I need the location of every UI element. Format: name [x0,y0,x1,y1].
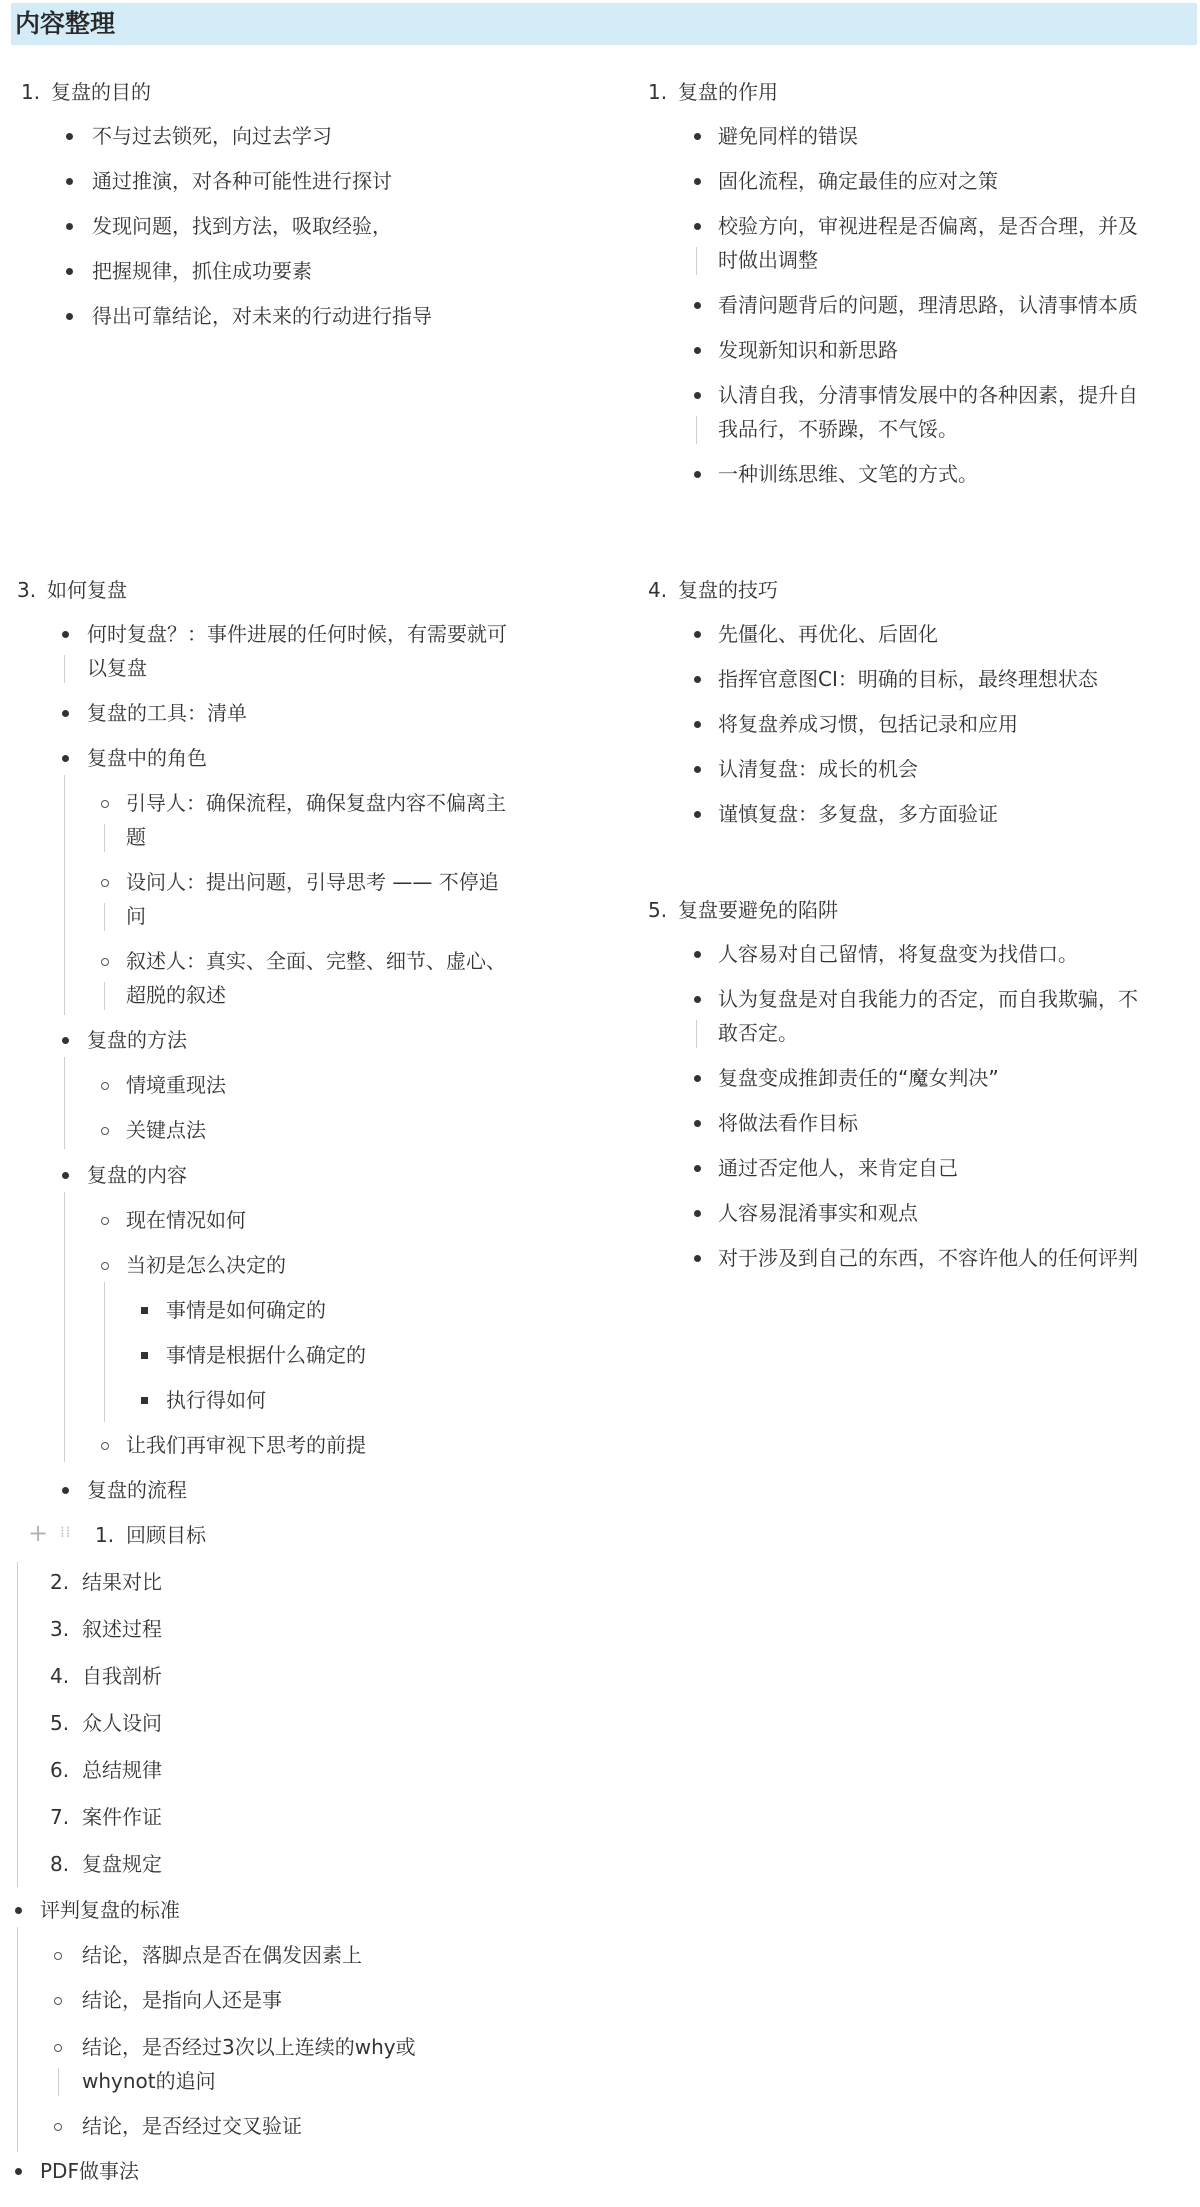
bullet-circle-icon [54,2044,62,2052]
list-item: 引导人：确保流程，确保复盘内容不偏离主 [126,791,506,815]
bullet-dot-icon [694,302,701,309]
list-item-continued: 我品行，不骄躁，不气馁。 [718,417,958,441]
bullet-dot-icon [66,133,73,140]
list-item: 复盘中的角色 [87,746,207,770]
list-item: 结论，落脚点是否在偶发因素上 [82,1943,362,1967]
list-item: 得出可靠结论，对未来的行动进行指导 [92,304,432,328]
bullet-dot-icon [694,1210,701,1217]
section-heading: 复盘的作用 [678,80,778,104]
bullet-circle-icon [101,958,109,966]
list-item: 固化流程，确定最佳的应对之策 [718,169,998,193]
list-item: 将复盘养成习惯，包括记录和应用 [718,712,1018,736]
list-item: 不与过去锁死，向过去学习 [92,124,332,148]
page-title: 内容整理 [11,3,1197,45]
list-item: 复盘的工具：清单 [87,701,247,725]
list-item: 将做法看作目标 [718,1111,858,1135]
list-item: 现在情况如何 [126,1208,246,1232]
wrap-guide [104,903,105,931]
wrap-guide [696,247,697,275]
nesting-guide [64,775,65,1015]
list-item: 何时复盘？：事件进展的任何时候，有需要就可 [87,622,507,646]
bullet-dot-icon [694,996,701,1003]
list-item: 校验方向，审视进程是否偏离，是否合理，并及 [718,214,1138,238]
step-number: 4. [50,1664,70,1688]
list-item: 设问人：提出问题，引导思考 —— 不停追 [126,870,499,894]
bullet-dot-icon [694,133,701,140]
list-item-continued: 问 [126,904,146,928]
section-number: 4. [648,578,668,602]
wrap-guide [58,2068,59,2096]
list-item: PDF做事法 [40,2159,139,2183]
section-number: 1. [648,80,668,104]
section-number: 1. [21,80,41,104]
list-item: 通过否定他人，来肯定自己 [718,1156,958,1180]
bullet-dot-icon [694,1120,701,1127]
list-item: 结论，是否经过3次以上连续的why或 [82,2035,416,2059]
list-item: 事情是如何确定的 [166,1298,326,1322]
list-item: 通过推演，对各种可能性进行探讨 [92,169,392,193]
list-item: 发现新知识和新思路 [718,338,898,362]
list-item: 关键点法 [126,1118,206,1142]
bullet-dot-icon [66,313,73,320]
list-item: 结果对比 [82,1570,162,1594]
list-item: 评判复盘的标准 [40,1898,180,1922]
bullet-dot-icon [62,1172,69,1179]
step-number: 5. [50,1711,70,1735]
bullet-dot-icon [694,392,701,399]
list-item: 认清自我，分清事情发展中的各种因素，提升自 [718,383,1138,407]
list-item: 人容易对自己留情，将复盘变为找借口。 [718,942,1078,966]
step-number: 3. [50,1617,70,1641]
bullet-circle-icon [101,800,109,808]
bullet-dot-icon [66,178,73,185]
list-item: 复盘的内容 [87,1163,187,1187]
bullet-dot-icon [694,178,701,185]
section-heading: 复盘的技巧 [678,578,778,602]
bullet-circle-icon [54,1997,62,2005]
section-number: 3. [17,578,37,602]
list-item-continued: 题 [126,825,146,849]
list-item: 把握规律，抓住成功要素 [92,259,312,283]
bullet-dot-icon [66,268,73,275]
list-item-continued: 以复盘 [87,656,147,680]
bullet-square-icon [141,1397,148,1404]
bullet-dot-icon [694,676,701,683]
list-item: 人容易混淆事实和观点 [718,1201,918,1225]
bullet-circle-icon [54,2123,62,2131]
list-item-continued: whynot的追问 [82,2069,216,2093]
bullet-dot-icon [694,1165,701,1172]
bullet-dot-icon [62,1487,69,1494]
bullet-dot-icon [62,755,69,762]
bullet-dot-icon [694,631,701,638]
section-heading: 复盘要避免的陷阱 [678,898,838,922]
nesting-guide [17,1927,18,2152]
list-item: 结论，是否经过交叉验证 [82,2114,302,2138]
step-number: 1. [95,1523,115,1547]
bullet-square-icon [141,1352,148,1359]
bullet-dot-icon [62,1037,69,1044]
nesting-guide [64,1057,65,1149]
bullet-dot-icon [694,1075,701,1082]
list-item: 谨慎复盘：多复盘，多方面验证 [718,802,998,826]
bullet-circle-icon [101,1262,109,1270]
list-item: 发现问题，找到方法，吸取经验， [92,214,392,238]
list-item: 一种训练思维、文笔的方式。 [718,462,978,486]
bullet-circle-icon [101,1127,109,1135]
list-item: 结论，是指向人还是事 [82,1988,282,2012]
bullet-dot-icon [694,811,701,818]
wrap-guide [696,1020,697,1048]
nesting-guide [64,1192,65,1462]
list-item: 复盘变成推卸责任的“魔女判决” [718,1066,999,1090]
list-item: 自我剖析 [82,1664,162,1688]
bullet-dot-icon [694,951,701,958]
list-item: 情境重现法 [126,1073,226,1097]
list-item: 执行得如何 [166,1388,266,1412]
drag-handle-icon[interactable]: ⁞⁞ [60,1523,72,1541]
list-item: 复盘的方法 [87,1028,187,1052]
section-heading: 如何复盘 [47,578,127,602]
bullet-circle-icon [54,1952,62,1960]
bullet-dot-icon [694,1255,701,1262]
wrap-guide [104,982,105,1010]
list-item-continued: 超脱的叙述 [126,983,226,1007]
bullet-dot-icon [694,347,701,354]
nesting-guide [104,1282,105,1422]
wrap-guide [696,416,697,444]
nesting-guide [17,1562,18,1887]
list-item: 避免同样的错误 [718,124,858,148]
step-number: 8. [50,1852,70,1876]
section-heading: 复盘的目的 [51,80,151,104]
list-item: 叙述人：真实、全面、完整、细节、虚心、 [126,949,506,973]
list-item: 让我们再审视下思考的前提 [126,1433,366,1457]
list-item: 叙述过程 [82,1617,162,1641]
list-item: 案件作证 [82,1805,162,1829]
step-number: 7. [50,1805,70,1829]
list-item: 认为复盘是对自我能力的否定，而自我欺骗，不 [718,987,1138,1011]
bullet-dot-icon [66,223,73,230]
list-item: 复盘的流程 [87,1478,187,1502]
bullet-dot-icon [694,766,701,773]
list-item-continued: 时做出调整 [718,248,818,272]
bullet-dot-icon [15,2168,22,2175]
list-item: 看清问题背后的问题，理清思路，认清事情本质 [718,293,1138,317]
step-number: 2. [50,1570,70,1594]
list-item: 复盘规定 [82,1852,162,1876]
list-item: 事情是根据什么确定的 [166,1343,366,1367]
bullet-dot-icon [15,1907,22,1914]
bullet-dot-icon [694,223,701,230]
list-item: 总结规律 [82,1758,162,1782]
list-item: 众人设问 [82,1711,162,1735]
list-item: 回顾目标 [126,1523,206,1547]
list-item: 认清复盘：成长的机会 [718,757,918,781]
list-item: 当初是怎么决定的 [126,1253,286,1277]
bullet-circle-icon [101,1217,109,1225]
bullet-square-icon [141,1307,148,1314]
bullet-dot-icon [694,471,701,478]
list-item-continued: 敢否定。 [718,1021,798,1045]
add-block-icon[interactable]: + [28,1519,49,1547]
list-item: 对于涉及到自己的东西，不容许他人的任何评判 [718,1246,1138,1270]
bullet-dot-icon [694,721,701,728]
bullet-circle-icon [101,1442,109,1450]
bullet-dot-icon [62,631,69,638]
wrap-guide [104,824,105,852]
section-number: 5. [648,898,668,922]
list-item: 指挥官意图CI：明确的目标，最终理想状态 [718,667,1098,691]
wrap-guide [64,655,65,683]
bullet-dot-icon [62,710,69,717]
bullet-circle-icon [101,879,109,887]
step-number: 6. [50,1758,70,1782]
bullet-circle-icon [101,1082,109,1090]
list-item: 先僵化、再优化、后固化 [718,622,938,646]
